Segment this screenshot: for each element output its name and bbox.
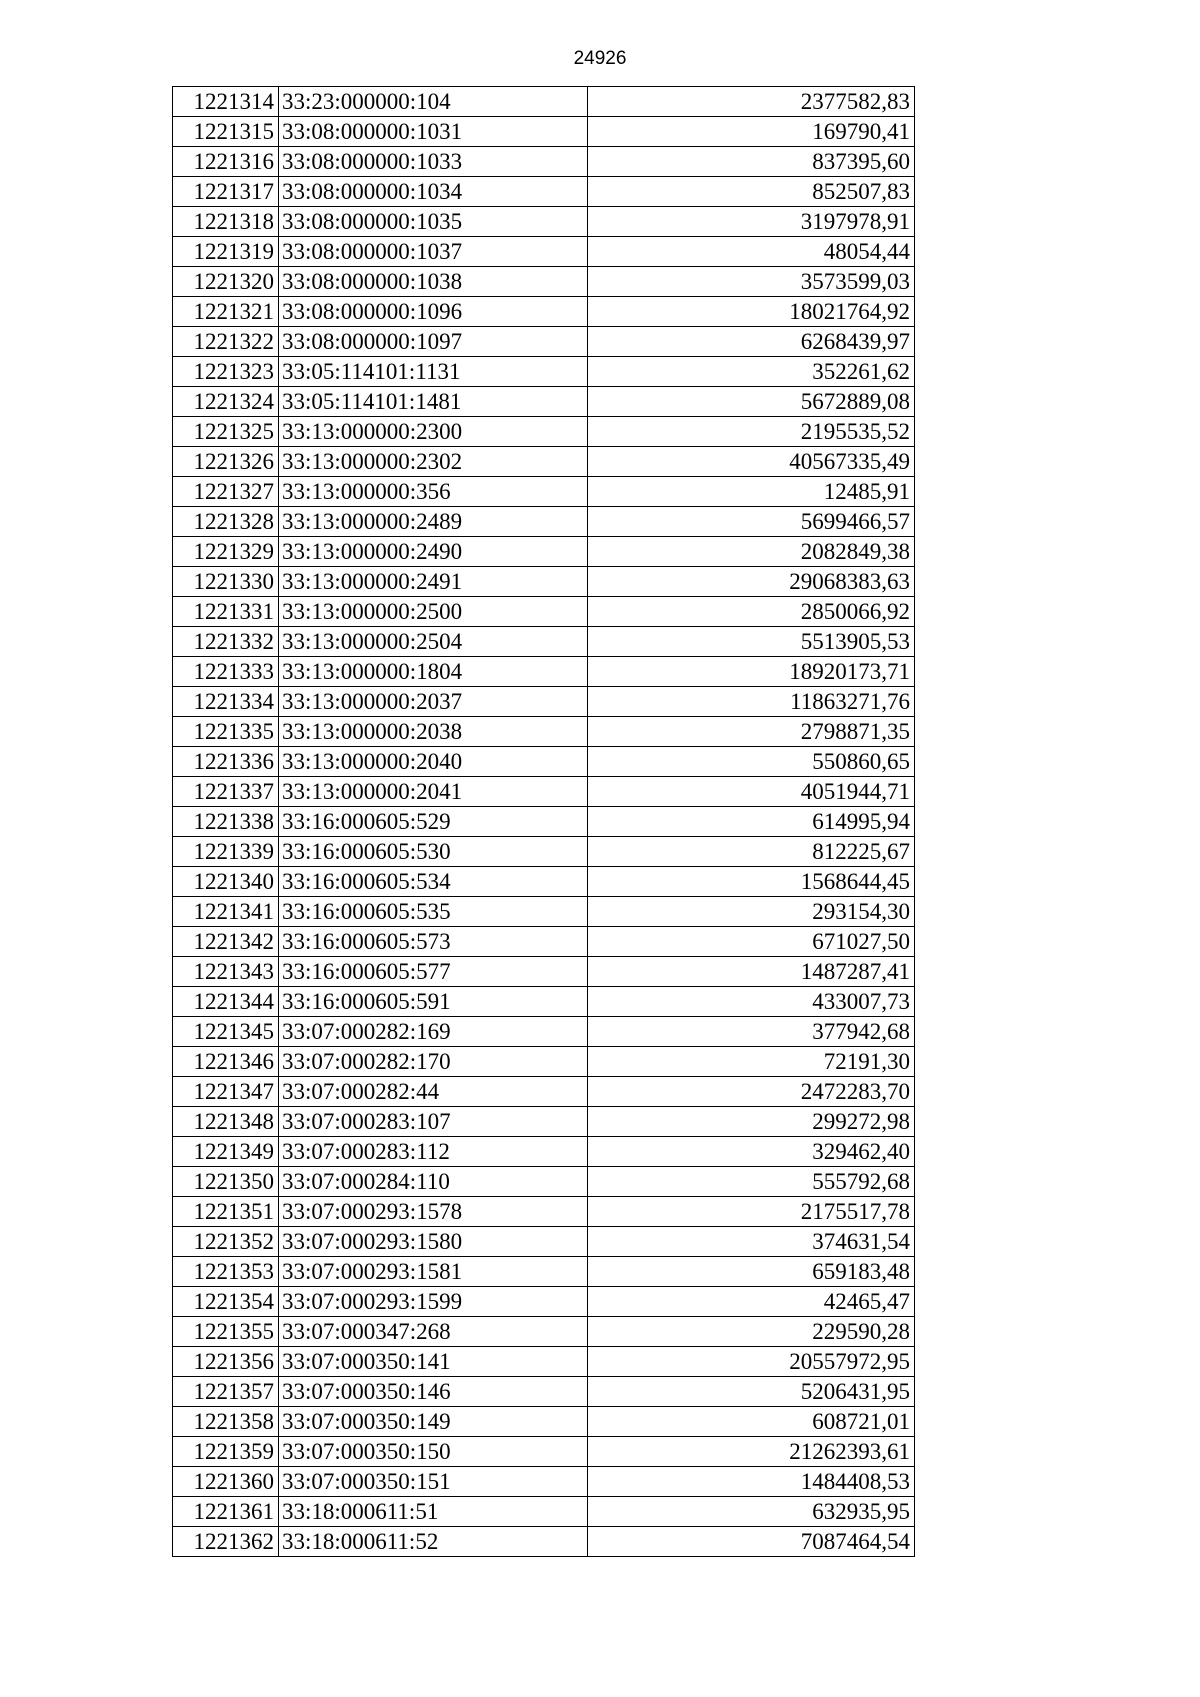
row-id-cell: 1221320 (173, 267, 279, 297)
row-id-cell: 1221319 (173, 237, 279, 267)
row-id-cell: 1221359 (173, 1437, 279, 1467)
cadastral-number-cell: 33:23:000000:104 (279, 87, 588, 117)
cadastral-number-cell: 33:13:000000:2300 (279, 417, 588, 447)
row-id-cell: 1221326 (173, 447, 279, 477)
cadastral-value-cell: 329462,40 (588, 1137, 915, 1167)
table-row (173, 267, 915, 297)
cadastral-number-cell: 33:13:000000:2489 (279, 507, 588, 537)
cadastral-number-cell: 33:08:000000:1033 (279, 147, 588, 177)
row-id-cell: 1221336 (173, 747, 279, 777)
table-row (173, 957, 915, 987)
table-row (173, 627, 915, 657)
cadastral-number-cell: 33:08:000000:1096 (279, 297, 588, 327)
table-row (173, 477, 915, 507)
row-id-cell: 1221362 (173, 1527, 279, 1557)
cadastral-number-cell: 33:07:000282:169 (279, 1017, 588, 1047)
cadastral-number-cell: 33:05:114101:1481 (279, 387, 588, 417)
table-row (173, 207, 915, 237)
cadastral-value-cell: 18021764,92 (588, 297, 915, 327)
table-row (173, 657, 915, 687)
table-row (173, 1407, 915, 1437)
cadastral-value-cell: 293154,30 (588, 897, 915, 927)
cadastral-value-cell: 11863271,76 (588, 687, 915, 717)
cadastral-value-cell: 6268439,97 (588, 327, 915, 357)
cadastral-value-cell: 433007,73 (588, 987, 915, 1017)
cadastral-value-cell: 852507,83 (588, 177, 915, 207)
cadastral-value-cell: 374631,54 (588, 1227, 915, 1257)
cadastral-number-cell: 33:05:114101:1131 (279, 357, 588, 387)
cadastral-value-cell: 1484408,53 (588, 1467, 915, 1497)
cadastral-value-cell: 1568644,45 (588, 867, 915, 897)
cadastral-number-cell: 33:07:000350:146 (279, 1377, 588, 1407)
cadastral-number-cell: 33:16:000605:573 (279, 927, 588, 957)
cadastral-value-cell: 299272,98 (588, 1107, 915, 1137)
table-row (173, 567, 915, 597)
row-id-cell: 1221317 (173, 177, 279, 207)
cadastral-value-cell: 18920173,71 (588, 657, 915, 687)
row-id-cell: 1221321 (173, 297, 279, 327)
cadastral-number-cell: 33:08:000000:1037 (279, 237, 588, 267)
row-id-cell: 1221327 (173, 477, 279, 507)
cadastral-value-cell: 2175517,78 (588, 1197, 915, 1227)
table-row (173, 117, 915, 147)
cadastral-value-cell: 352261,62 (588, 357, 915, 387)
cadastral-number-cell: 33:07:000283:107 (279, 1107, 588, 1137)
row-id-cell: 1221349 (173, 1137, 279, 1167)
cadastral-value-cell: 555792,68 (588, 1167, 915, 1197)
cadastral-number-cell: 33:16:000605:591 (279, 987, 588, 1017)
table-row (173, 357, 915, 387)
table-row (173, 1167, 915, 1197)
table-row (173, 447, 915, 477)
cadastral-value-cell: 550860,65 (588, 747, 915, 777)
cadastral-number-cell: 33:07:000293:1580 (279, 1227, 588, 1257)
row-id-cell: 1221331 (173, 597, 279, 627)
table-row (173, 417, 915, 447)
cadastral-number-cell: 33:07:000293:1578 (279, 1197, 588, 1227)
table-row (173, 747, 915, 777)
table-row (173, 297, 915, 327)
table-row (173, 1347, 915, 1377)
row-id-cell: 1221354 (173, 1287, 279, 1317)
cadastral-number-cell: 33:13:000000:2302 (279, 447, 588, 477)
table-row (173, 867, 915, 897)
row-id-cell: 1221324 (173, 387, 279, 417)
cadastral-number-cell: 33:07:000282:44 (279, 1077, 588, 1107)
row-id-cell: 1221342 (173, 927, 279, 957)
row-id-cell: 1221343 (173, 957, 279, 987)
cadastral-value-cell: 2377582,83 (588, 87, 915, 117)
row-id-cell: 1221316 (173, 147, 279, 177)
cadastral-number-cell: 33:07:000282:170 (279, 1047, 588, 1077)
cadastral-value-cell: 614995,94 (588, 807, 915, 837)
cadastral-number-cell: 33:07:000347:268 (279, 1317, 588, 1347)
cadastral-number-cell: 33:07:000350:149 (279, 1407, 588, 1437)
cadastral-value-cell: 377942,68 (588, 1017, 915, 1047)
row-id-cell: 1221351 (173, 1197, 279, 1227)
cadastral-value-cell: 2195535,52 (588, 417, 915, 447)
table-row (173, 1497, 915, 1527)
row-id-cell: 1221323 (173, 357, 279, 387)
table-row (173, 987, 915, 1017)
table-row (173, 1257, 915, 1287)
cadastral-value-cell: 48054,44 (588, 237, 915, 267)
cadastral-value-cell: 7087464,54 (588, 1527, 915, 1557)
table-row (173, 717, 915, 747)
row-id-cell: 1221348 (173, 1107, 279, 1137)
cadastral-value-cell: 671027,50 (588, 927, 915, 957)
row-id-cell: 1221353 (173, 1257, 279, 1287)
table-row (173, 1227, 915, 1257)
row-id-cell: 1221341 (173, 897, 279, 927)
cadastral-value-cell: 21262393,61 (588, 1437, 915, 1467)
row-id-cell: 1221333 (173, 657, 279, 687)
row-id-cell: 1221322 (173, 327, 279, 357)
table-row (173, 927, 915, 957)
table-row (173, 1017, 915, 1047)
table-row (173, 1527, 915, 1557)
row-id-cell: 1221337 (173, 777, 279, 807)
table-row (173, 807, 915, 837)
row-id-cell: 1221352 (173, 1227, 279, 1257)
table-row (173, 387, 915, 417)
row-id-cell: 1221335 (173, 717, 279, 747)
cadastral-number-cell: 33:13:000000:2040 (279, 747, 588, 777)
cadastral-value-cell: 812225,67 (588, 837, 915, 867)
table-row (173, 1047, 915, 1077)
row-id-cell: 1221328 (173, 507, 279, 537)
row-id-cell: 1221360 (173, 1467, 279, 1497)
table-row (173, 177, 915, 207)
cadastral-value-cell: 5206431,95 (588, 1377, 915, 1407)
cadastral-number-cell: 33:07:000350:150 (279, 1437, 588, 1467)
cadastral-number-cell: 33:16:000605:577 (279, 957, 588, 987)
cadastral-number-cell: 33:16:000605:529 (279, 807, 588, 837)
row-id-cell: 1221339 (173, 837, 279, 867)
cadastral-number-cell: 33:07:000293:1581 (279, 1257, 588, 1287)
cadastral-number-cell: 33:16:000605:535 (279, 897, 588, 927)
table-row (173, 87, 915, 117)
row-id-cell: 1221338 (173, 807, 279, 837)
cadastral-number-cell: 33:13:000000:2041 (279, 777, 588, 807)
cadastral-value-cell: 3573599,03 (588, 267, 915, 297)
cadastral-number-cell: 33:13:000000:2491 (279, 567, 588, 597)
row-id-cell: 1221314 (173, 87, 279, 117)
table-row (173, 1137, 915, 1167)
cadastral-number-cell: 33:07:000284:110 (279, 1167, 588, 1197)
cadastral-number-cell: 33:16:000605:530 (279, 837, 588, 867)
cadastral-number-cell: 33:08:000000:1097 (279, 327, 588, 357)
cadastral-value-cell: 169790,41 (588, 117, 915, 147)
table-row (173, 1287, 915, 1317)
cadastral-value-cell: 4051944,71 (588, 777, 915, 807)
row-id-cell: 1221340 (173, 867, 279, 897)
cadastral-number-cell: 33:18:000611:52 (279, 1527, 588, 1557)
row-id-cell: 1221330 (173, 567, 279, 597)
cadastral-value-cell: 29068383,63 (588, 567, 915, 597)
row-id-cell: 1221357 (173, 1377, 279, 1407)
cadastral-value-cell: 20557972,95 (588, 1347, 915, 1377)
cadastral-number-cell: 33:18:000611:51 (279, 1497, 588, 1527)
row-id-cell: 1221315 (173, 117, 279, 147)
cadastral-value-cell: 42465,47 (588, 1287, 915, 1317)
row-id-cell: 1221344 (173, 987, 279, 1017)
cadastral-number-cell: 33:07:000350:141 (279, 1347, 588, 1377)
cadastral-number-cell: 33:13:000000:1804 (279, 657, 588, 687)
table-row (173, 147, 915, 177)
cadastral-number-cell: 33:13:000000:356 (279, 477, 588, 507)
cadastral-value-cell: 2082849,38 (588, 537, 915, 567)
row-id-cell: 1221350 (173, 1167, 279, 1197)
cadastral-value-cell: 40567335,49 (588, 447, 915, 477)
row-id-cell: 1221329 (173, 537, 279, 567)
cadastral-number-cell: 33:07:000283:112 (279, 1137, 588, 1167)
page-number: 24926 (573, 48, 627, 69)
cadastral-value-cell: 837395,60 (588, 147, 915, 177)
table-row (173, 897, 915, 927)
table-row (173, 1377, 915, 1407)
cadastral-number-cell: 33:13:000000:2500 (279, 597, 588, 627)
cadastral-number-cell: 33:08:000000:1038 (279, 267, 588, 297)
row-id-cell: 1221345 (173, 1017, 279, 1047)
cadastral-number-cell: 33:07:000350:151 (279, 1467, 588, 1497)
cadastral-value-cell: 1487287,41 (588, 957, 915, 987)
row-id-cell: 1221347 (173, 1077, 279, 1107)
cadastral-value-cell: 608721,01 (588, 1407, 915, 1437)
table-row (173, 1197, 915, 1227)
table-row (173, 1107, 915, 1137)
table-row (173, 537, 915, 567)
row-id-cell: 1221346 (173, 1047, 279, 1077)
row-id-cell: 1221356 (173, 1347, 279, 1377)
cadastral-value-cell: 12485,91 (588, 477, 915, 507)
table-row (173, 597, 915, 627)
table-row (173, 837, 915, 867)
table-body (173, 87, 915, 1557)
table-row (173, 507, 915, 537)
table-row (173, 777, 915, 807)
cadastral-value-cell: 3197978,91 (588, 207, 915, 237)
cadastral-number-cell: 33:16:000605:534 (279, 867, 588, 897)
table-row (173, 1437, 915, 1467)
cadastral-number-cell: 33:08:000000:1034 (279, 177, 588, 207)
cadastral-number-cell: 33:08:000000:1035 (279, 207, 588, 237)
table-row (173, 237, 915, 267)
cadastral-value-table (172, 86, 915, 1557)
cadastral-value-cell: 5699466,57 (588, 507, 915, 537)
row-id-cell: 1221334 (173, 687, 279, 717)
cadastral-value-cell: 632935,95 (588, 1497, 915, 1527)
row-id-cell: 1221325 (173, 417, 279, 447)
cadastral-number-cell: 33:13:000000:2504 (279, 627, 588, 657)
row-id-cell: 1221361 (173, 1497, 279, 1527)
cadastral-number-cell: 33:08:000000:1031 (279, 117, 588, 147)
cadastral-value-cell: 5513905,53 (588, 627, 915, 657)
cadastral-value-cell: 2850066,92 (588, 597, 915, 627)
cadastral-number-cell: 33:13:000000:2037 (279, 687, 588, 717)
row-id-cell: 1221355 (173, 1317, 279, 1347)
row-id-cell: 1221318 (173, 207, 279, 237)
cadastral-value-cell: 229590,28 (588, 1317, 915, 1347)
row-id-cell: 1221358 (173, 1407, 279, 1437)
table-row (173, 1317, 915, 1347)
cadastral-value-cell: 2472283,70 (588, 1077, 915, 1107)
cadastral-value-cell: 659183,48 (588, 1257, 915, 1287)
table-row (173, 687, 915, 717)
cadastral-number-cell: 33:13:000000:2038 (279, 717, 588, 747)
table-row (173, 1467, 915, 1497)
row-id-cell: 1221332 (173, 627, 279, 657)
cadastral-value-cell: 72191,30 (588, 1047, 915, 1077)
cadastral-value-cell: 5672889,08 (588, 387, 915, 417)
cadastral-number-cell: 33:07:000293:1599 (279, 1287, 588, 1317)
table-row (173, 327, 915, 357)
table-row (173, 1077, 915, 1107)
cadastral-value-cell: 2798871,35 (588, 717, 915, 747)
cadastral-number-cell: 33:13:000000:2490 (279, 537, 588, 567)
